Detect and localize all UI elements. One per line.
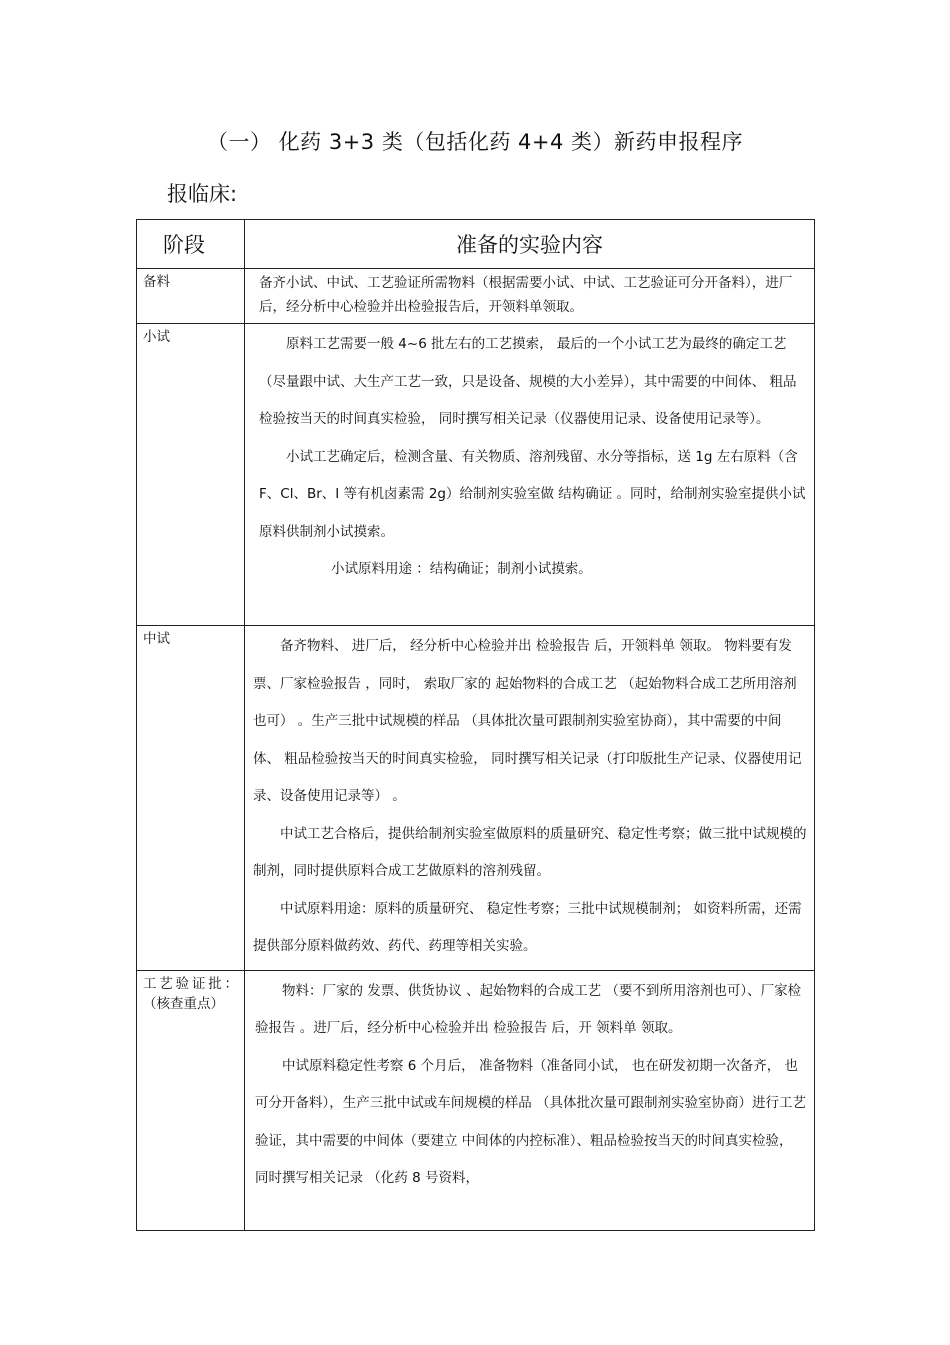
table-header-row	[137, 220, 815, 269]
stage-label: 备料	[143, 274, 170, 290]
table-row	[137, 970, 815, 1230]
content-paragraph: 中试工艺合格后，提供给制剂实验室做原料的质量研究、稳定性考察；做三批中试规模的制剂，同时提供原料合成工艺做原料的溶剂残留。	[253, 825, 807, 879]
content-cell	[245, 626, 815, 971]
table-row	[137, 269, 815, 324]
stage-label: 小试	[143, 329, 170, 345]
content-paragraph: 小试原料用途 ：结构确证；制剂小试摸索。	[331, 561, 592, 577]
content-cell	[245, 324, 815, 626]
content-paragraph: 原料工艺需要一般 4~6 批左右的工艺摸索， 最后的一个小试工艺为最终的确定工艺（尽量跟中试、大生产工艺一致，只是设备、规模的大小差异），其中需要的中间体、 粗品检验按当天的时间真实检验， 同时撰写相关记录（仪器使用记录、设备使用记录等）。	[259, 336, 797, 427]
content-paragraph: 备齐物料、 进厂后， 经分析中心检验并出 检验报告 后，开领料单 领取。 物料要有发票、厂家检验报告 ，同时， 索取厂家的 起始物料的合成工艺 （起始物料合成工艺所用溶剂也可） 。生产三批中试规模的样品 （具体批次量可跟制剂实验室协商），其中需要的中间体、 粗品检验按当天的时间真实检验， 同时撰写相关记录（打印版批生产记录、仪器使用记录、设备使用记录等） 。	[253, 638, 802, 804]
stage-cell	[137, 626, 245, 971]
content-paragraph: 中试原料用途：原料的质量研究、 稳定性考察；三批中试规模制剂； 如资料所需，还需提供部分原料做药效、药代、药理等相关实验。	[253, 900, 802, 954]
content-paragraph: 小试工艺确定后，检测含量、有关物质、溶剂残留、水分等指标，送 1g 左右原料（含 F、Cl、Br、I 等有机卤素需 2g）给制剂实验室做 结构确证 。同时，给制剂实验室提供小试原料供制剂小试摸索。	[259, 448, 806, 540]
content-paragraph: 物料：厂家的 发票、供货协议 、起始物料的合成工艺 （要不到所用溶剂也可）、厂家检验报告 。进厂后，经分析中心检验并出 检验报告 后，开 领料单 领取。	[255, 982, 802, 1036]
section-subtitle: 报临床:	[167, 182, 238, 206]
table-row	[137, 324, 815, 626]
stage-cell	[137, 324, 245, 626]
content-cell	[245, 269, 815, 324]
stage-cell	[137, 970, 245, 1230]
stage-label: 中试	[143, 631, 170, 647]
content-paragraph: 备齐小试、中试、工艺验证所需物料（根据需要小试、中试、工艺验证可分开备料），进厂后，经分析中心检验并出检验报告后，开领料单领取。	[259, 275, 793, 315]
stage-cell	[137, 269, 245, 324]
procedure-table	[136, 219, 815, 1231]
content-cell	[245, 970, 815, 1230]
content-paragraph: 中试原料稳定性考察 6 个月后， 准备物料（准备同小试， 也在研发初期一次备齐， 也可分开备料），生产三批中试或车间规模的样品 （具体批次量可跟制剂实验室协商）进行工艺验证，其中需要的中间体（要建立 中间体的内控标准）、粗品检验按当天的时间真实检验， 同时撰写相关记录 （化药 8 号资料，	[255, 1057, 807, 1186]
header-content: 准备的实验内容	[245, 220, 815, 269]
header-stage: 阶段	[137, 220, 245, 269]
stage-label: 工艺验证批：（核查重点）	[143, 975, 238, 1012]
table-row	[137, 626, 815, 971]
document-title: （一） 化药 3+3 类（包括化药 4+4 类）新药申报程序	[206, 130, 743, 154]
